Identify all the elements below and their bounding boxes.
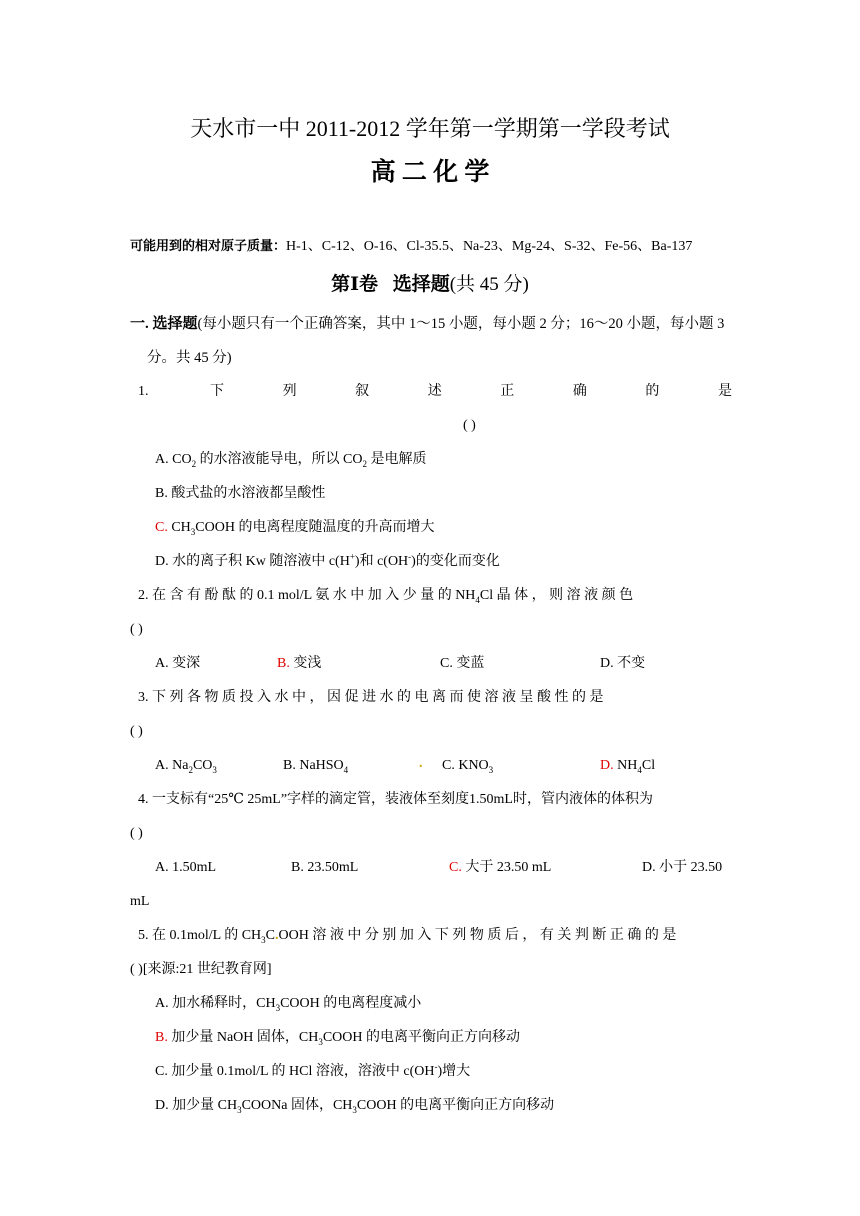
q5-option-d: D. 加少量 $CH_3COONa$ 固体，$CH_3COOH$ 的电离平衡向正方向移动 [155,1098,555,1115]
q4-stem: 4. 一支标有“25℃ 25mL”字样的滴定管，装液体至刻度1.50mL时，管内液体的体积为 [138,792,653,807]
atomic-mass-line [130,236,692,257]
q5-stem: 5. 在 0.1mol/L 的 $CH_3C.OOH$ 溶 液 中 分 别 加 入 下 列 物 质 后 ， 有 关 判 断 正 确 的 是 [138,928,677,945]
q3-option-a: A. $Na_2CO_3$ [155,758,217,775]
q1-stem-char: 叙 [355,384,370,399]
q2-answer-blank: ( ) [130,622,143,637]
q1-option-b: B. 酸式盐的水溶液都呈酸性 [155,486,326,501]
q5-option-c: C. 加少量 0.1mol/L 的 HCl 溶液，溶液中 c(OH-)增大 [155,1061,471,1079]
q3-answer-mark: D. [600,758,614,773]
q1-stem [210,382,732,402]
q5-option-a: A. 加水稀释时，$CH_3COOH$ 的电离程度减小 [155,996,422,1013]
watermark-dot: . [419,756,423,771]
part-heading-line [130,314,724,334]
q1-option-c: C. $CH_3COOH$ 的电离程度随温度的升高而增大 [155,520,435,537]
watermark-dot: . [275,928,279,943]
q5-answer-mark: B. [155,1030,168,1045]
q4-answer-mark: C. [449,860,462,875]
q4-answer-blank: ( ) [130,826,143,841]
part-instructions-cont: 分。共 45 分) [147,350,232,366]
q1-number: 1. [138,384,149,399]
q2-option-b: B. 变浅 [277,656,322,671]
q2-answer-mark: B. [277,656,290,671]
q5-answer-blank-source: ( )[来源:21 世纪教育网] [130,962,272,977]
q4-option-d-wrap: mL [130,894,150,909]
q1-stem-char: 列 [282,384,297,399]
q2-option-a: A. 变深 [155,656,201,671]
q3-option-d: D. $NH_4Cl$ [600,758,656,775]
q2-option-d: D. 不变 [600,656,646,671]
q1-stem-char: 下 [210,384,224,399]
section-title [0,271,860,299]
q3-answer-blank: ( ) [130,724,143,739]
section-title-score: (共 45 分) [449,274,529,295]
q3-option-b: B. NaHSO$_4$ [283,758,349,775]
q5-option-b: B. 加少量 NaOH 固体，$CH_3COOH$ 的电离平衡向正方向移动 [155,1030,521,1047]
q1-stem-char: 正 [500,384,515,399]
q4-option-b: B. 23.50mL [291,860,359,875]
q1-stem-char: 是 [717,384,732,399]
atomic-mass-values: H-1、C-12、O-16、Cl-35.5、Na-23、Mg-24、S-32、Fe-56、Ba-137 [286,239,693,254]
part-instructions: (每小题只有一个正确答案，其中 1～15 小题，每小题 2 分；16～20 小题，每小题 3 [197,316,725,332]
q1-option-a: A. $CO_2$ 的水溶液能导电，所以 $CO_2$ 是电解质 [155,452,427,469]
subject-title: 高 二 化 学 [370,159,490,186]
q1-stem-char: 的 [645,384,660,399]
q4-option-a: A. 1.50mL [155,860,217,875]
atomic-mass-label: 可能用到的相对原子质量： [130,238,287,253]
exam-title: 天水市一中 2011-2012 学年第一学期第一学段考试 [190,116,670,141]
q2-stem: 2. 在 含 有 酚 酞 的 0.1 mol/L 氨 水 中 加 入 少 量 的 $NH_4Cl$ 晶 体 ， 则 溶 液 颜 色 [138,588,634,605]
q1-option-d: D. 水的离子积 Kw 随溶液中 c(H+)和 c(OH-)的变化而变化 [155,551,500,569]
q2-option-c: C. 变蓝 [440,656,485,671]
q4-option-d: D. 小于 23.50 [642,860,723,875]
q1-stem-char: 确 [572,384,587,399]
q1-stem-char: 述 [427,384,442,399]
part-heading: 一. 选择题 [130,316,198,332]
q1-answer-blank: ( ) [463,418,476,433]
q3-stem: 3. 下 列 各 物 质 投 入 水 中 ， 因 促 进 水 的 电 离 而 使 溶 液 呈 酸 性 的 是 [138,690,604,705]
section-title-main: 第Ⅰ卷 选择题 [331,274,450,295]
q4-option-c: C. 大于 23.50 mL [449,860,552,875]
q3-option-c: C. $KNO_3$ [442,758,494,775]
q1-answer-mark: C. [155,520,168,535]
